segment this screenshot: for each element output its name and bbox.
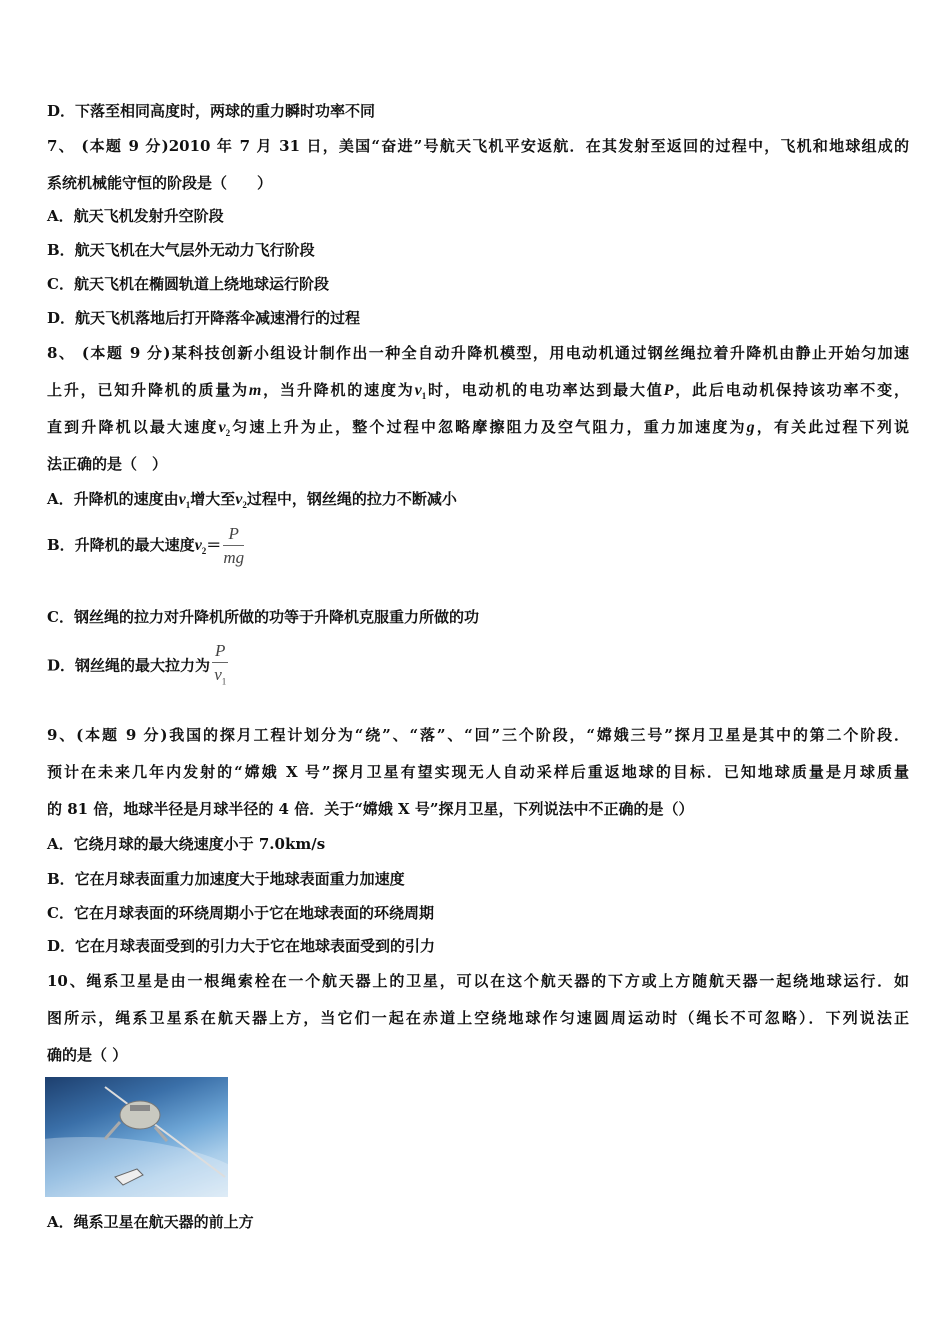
q7-option-a: A．航天飞机发射升空阶段 [47,207,224,225]
var-v2 [194,537,207,557]
q9-option-c: C．它在月球表面的环绕周期小于它在地球表面的环绕周期 [47,904,434,922]
q8-option-d [47,640,228,693]
text: 过程中，钢丝绳的拉力不断减小 [246,490,457,508]
q9-stem-line1: 9、(本题 9 分)我国的探月工程计划分为“绕”、“落”、“回”三个阶段，“嫦娥三号”探月卫星是其中的第二个阶段． [47,726,909,744]
text: 时，电动机的电功率达到最大值 [426,381,664,399]
q6-option-d: D．下落至相同高度时，两球的重力瞬时功率不同 [47,102,376,120]
q7-stem-line2: 系统机械能守恒的阶段是（ ） [47,174,273,192]
fraction-p-over-mg [223,523,244,570]
q10-stem-line2: 图所示，绳系卫星系在航天器上方，当它们一起在赤道上空绕地球作匀速圆周运动时（绳长不可忽略）．下列说法正 [47,1009,909,1027]
q7-stem-line1: 7、 (本题 9 分)2010 年 7 月 31 日，美国“奋进”号航天飞机平安返航．在其发射至返回的过程中，飞机和地球组成的 [47,137,909,155]
var-m: m [248,382,262,399]
q8-stem-line4: 法正确的是（ ） [47,455,168,473]
text: ，当升降机的速度为 [261,381,415,399]
equals: ＝ [206,536,222,554]
q10-stem-line1: 10、绳系卫星是由一根绳索栓在一个航天器上的卫星，可以在这个航天器的下方或上方随航天器一起绕地球运行．如 [47,972,909,990]
tethered-satellite-photo [45,1077,228,1197]
var-g: g [746,419,755,436]
q8-option-c: C．钢丝绳的拉力对升降机所做的功等于升降机克服重力所做的功 [47,608,479,626]
text: ，有关此过程下列说 [754,418,909,436]
q10-stem-line3: 确的是（ ） [47,1046,128,1064]
q8-stem-line1: 8、 (本题 9 分)某科技创新小组设计制作出一种全自动升降机模型，用电动机通过钢丝绳拉着升降机由静止开始匀加速 [47,344,909,362]
text: 匀速上升为止，整个过程中忽略摩擦阻力及空气阻力，重力加速度为 [230,418,747,436]
var-v: v [194,537,202,554]
denominator [212,663,228,693]
q8-option-b [47,521,244,575]
text: A．升降机的速度由 [47,490,179,508]
text: ，此后电动机保持该功率不变， [673,381,909,399]
q9-stem-line2: 预计在未来几年内发射的“嫦娥 X 号”探月卫星有望实现无人自动采样后重返地球的目标．已知地球质量是月球质量 [47,763,909,781]
subscript: 2 [225,428,231,439]
q7-option-c: C．航天飞机在椭圆轨道上绕地球运行阶段 [47,275,329,293]
q8-stem-line2 [47,380,909,406]
q9-option-b: B．它在月球表面重力加速度大于地球表面重力加速度 [47,870,405,888]
fraction-p-over-v1 [212,640,228,693]
q8-stem-line3 [47,417,909,443]
q9-option-a: A．它绕月球的最大绕速度小于 7.0km/s [47,835,326,853]
numerator: P [212,640,228,663]
subscript: 1 [421,391,427,402]
var-v: v [414,382,422,399]
satellite-illustration [45,1077,228,1197]
q8-option-a [47,489,457,515]
var-v: v [178,491,186,508]
numerator: P [223,523,244,546]
var-p: P [663,382,674,399]
q9-option-d: D．它在月球表面受到的引力大于它在地球表面受到的引力 [47,937,436,955]
subscript: 2 [201,546,207,557]
var-v: v [214,665,222,684]
var-v2 [218,419,231,439]
text: 直到升降机以最大速度 [47,418,219,436]
q7-option-b: B．航天飞机在大气层外无动力飞行阶段 [47,241,315,259]
subscript: 2 [242,500,247,511]
var-v: v [235,491,243,508]
subscript: 1 [221,676,227,687]
var-v2 [235,491,247,511]
q7-option-d: D．航天飞机落地后打开降落伞减速滑行的过程 [47,309,361,327]
q10-option-a: A．绳系卫星在航天器的前上方 [47,1213,254,1231]
var-v1 [414,382,427,402]
text: 增大至 [190,490,236,508]
text: D．钢丝绳的最大拉力为 [47,656,211,675]
var-v: v [218,419,226,436]
subscript: 1 [185,500,191,511]
var-v1 [178,491,191,511]
denominator: mg [223,547,245,567]
text: 上升，已知升降机的质量为 [47,381,249,399]
text: B．升降机的最大速度 [47,536,195,554]
q9-stem-line3: 的 81 倍，地球半径是月球半径的 4 倍．关于“嫦娥 X 号”探月卫星，下列说法中不正确的是（） [47,800,694,818]
